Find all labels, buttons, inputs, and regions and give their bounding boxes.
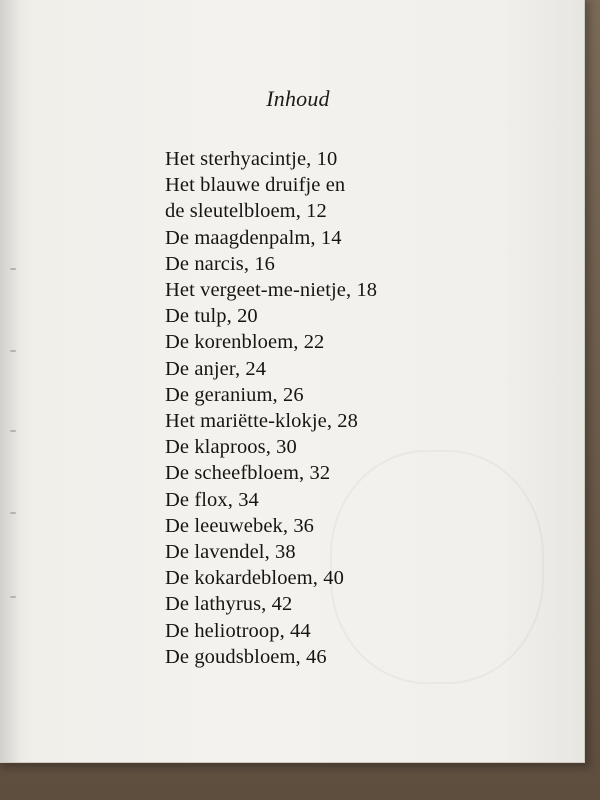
binding-stitch bbox=[10, 430, 16, 432]
table-of-contents bbox=[165, 146, 377, 670]
toc-entry: De heliotroop, 44 bbox=[165, 619, 311, 642]
toc-entry: De flox, 34 bbox=[165, 488, 259, 511]
toc-entry: Het vergeet-me-nietje, 18 bbox=[165, 279, 378, 302]
toc-entry: De klaproos, 30 bbox=[165, 436, 297, 459]
toc-entry: De anjer, 24 bbox=[165, 357, 267, 380]
book-gutter bbox=[0, 0, 22, 762]
toc-entry: De tulp, 20 bbox=[165, 305, 258, 328]
toc-entry: De leeuwebek, 36 bbox=[165, 514, 315, 537]
toc-entry: De kokardebloem, 40 bbox=[165, 567, 344, 590]
toc-entry: De scheefbloem, 32 bbox=[165, 462, 331, 485]
toc-entry: Het mariëtte-klokje, 28 bbox=[165, 410, 358, 433]
binding-stitch bbox=[10, 512, 16, 514]
toc-entry: De goudsbloem, 46 bbox=[165, 645, 327, 668]
toc-entry: De narcis, 16 bbox=[165, 252, 276, 275]
toc-entry: Het blauwe druifje en bbox=[165, 174, 346, 197]
toc-entry: De lathyrus, 42 bbox=[165, 593, 293, 616]
binding-stitch bbox=[10, 596, 16, 598]
binding-stitch bbox=[10, 268, 16, 270]
toc-entry: De geranium, 26 bbox=[165, 383, 304, 406]
toc-entry: De korenbloem, 22 bbox=[165, 331, 325, 354]
page-title: Inhoud bbox=[266, 86, 330, 111]
toc-entry: De lavendel, 38 bbox=[165, 541, 296, 564]
toc-entry: Het sterhyacintje, 10 bbox=[165, 148, 338, 170]
binding-stitch bbox=[10, 350, 16, 352]
toc-entry: De maagdenpalm, 14 bbox=[165, 226, 342, 249]
toc-entry: de sleutelbloem, 12 bbox=[165, 200, 327, 223]
